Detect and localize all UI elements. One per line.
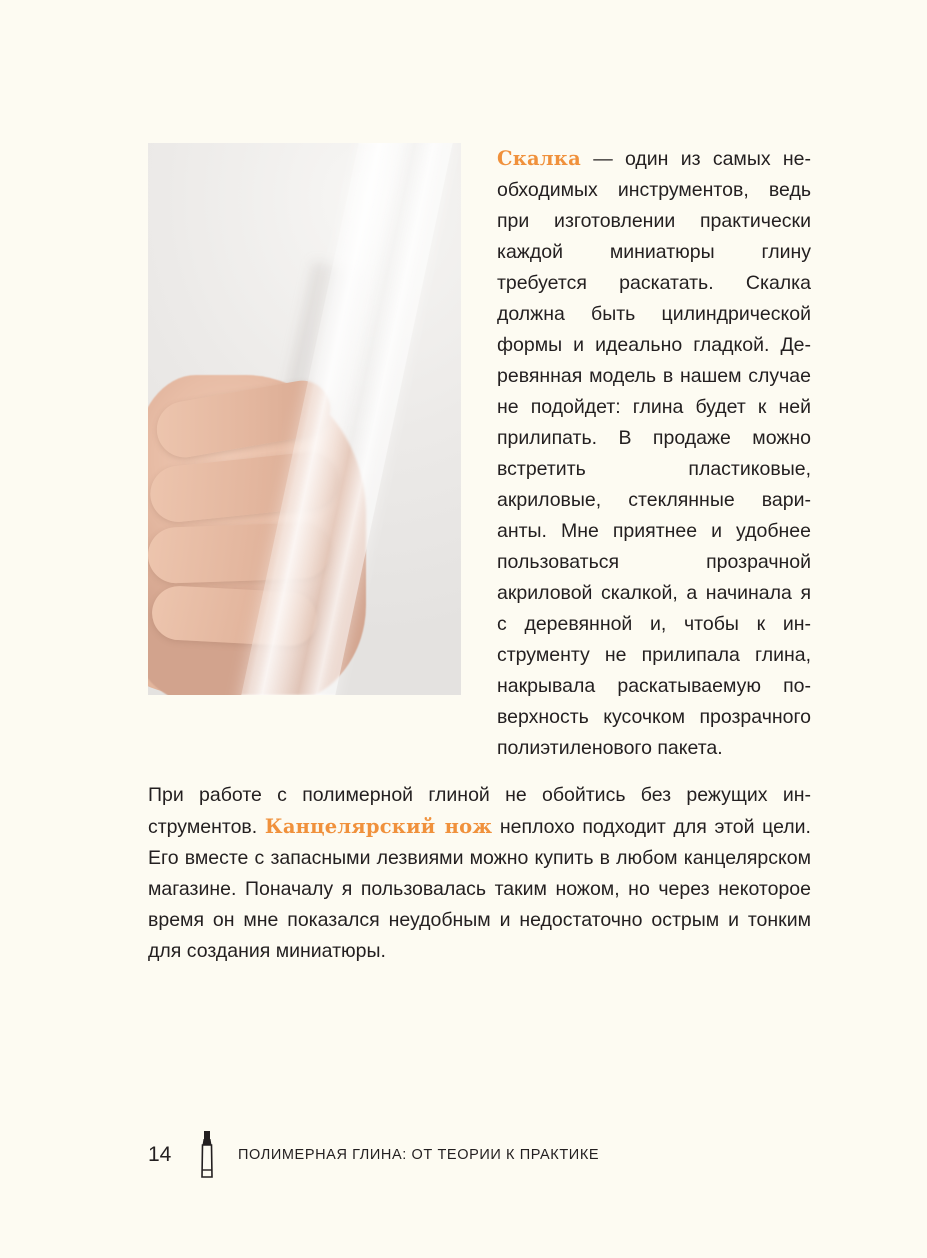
lower-paragraph-after: неплохо подходит для этой цели. Его вместе с запасными лезвиями можно купить в любом канцелярском магазине. Поначалу я пользовалась таким ножом, но через некоторое время он мне показался неудобным и недостаточно острым и тонким для создания миниатюры. [148, 816, 811, 962]
top-section [148, 143, 811, 764]
accent-term-rolling-pin: Скалка [497, 147, 581, 170]
accent-term-utility-knife: Канцелярский нож [264, 815, 493, 838]
rolling-pin-photo [148, 143, 461, 695]
brush-icon [190, 1129, 224, 1181]
lower-paragraph-before: При работе с полимерной глиной не обойтись без режущих инструментов. [148, 784, 811, 838]
lower-paragraph [148, 780, 811, 967]
page-footer [148, 1135, 811, 1175]
page-number: 14 [148, 1143, 172, 1166]
footer-title: ПОЛИМЕРНАЯ ГЛИНА: ОТ ТЕОРИИ К ПРАКТИКЕ [238, 1147, 600, 1163]
column-body-text: — один из самых необходимых инструментов, ведь при изготовлении практически каждой миниатюры глину требуется раскатать. Скалка должна быть цилиндрической формы и идеально гладкой. Деревянная модель в нашем случае не подойдет: глина будет к ней прилипать. В продаже можно встретить пластиковые, акриловые, стеклянные варианты. Мне приятнее и удобнее пользоваться прозрачной акриловой скалкой, а начинала я с деревянной и, чтобы к инструменту не прилипала глина, накрывала раскатываемую поверхность кусочком прозрачного полиэтиленового пакета. [497, 148, 811, 759]
right-column-paragraph [497, 143, 811, 764]
